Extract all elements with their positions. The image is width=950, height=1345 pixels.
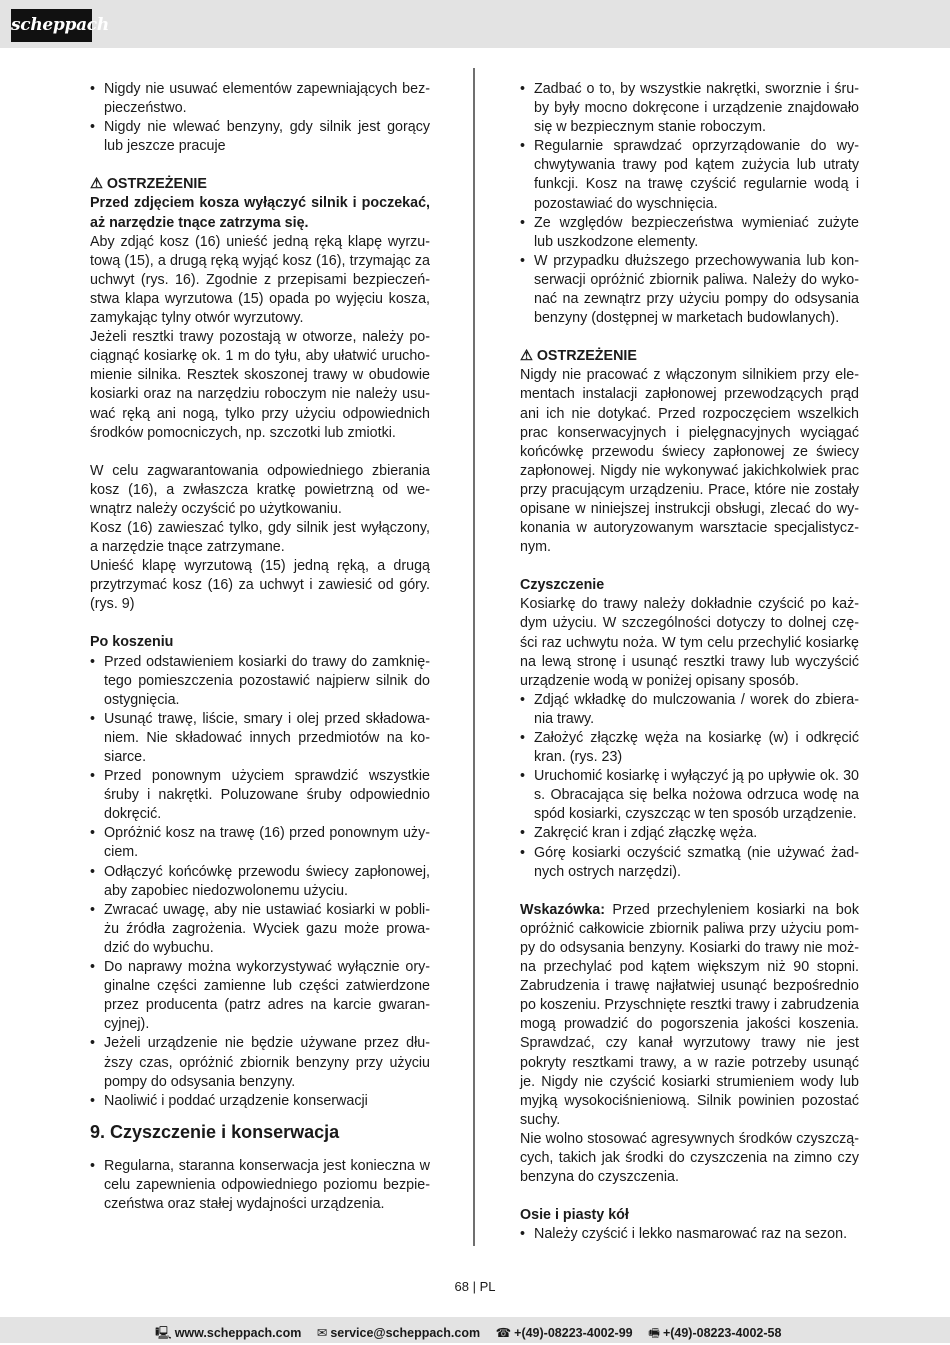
list-item: • Nigdy nie usuwać elementów zapewniających bezpieczeństwo. (90, 80, 430, 118)
list-item: • Górę kosiarki oczyścić szmatką (nie używać żadnych ostrych narzędzi). (520, 844, 859, 882)
list-item: • W przypadku dłuższego przechowywania lub konserwacji opróżnić zbiornik paliwa. Należy do wykonać na zewnątrz przy użyciu pompy do odsysania benzyny (dostępnej w marketach budowlanych). (520, 252, 859, 328)
list-item: • Założyć złączkę węża na kosiarkę (w) i odkręcić kran. (rys. 23) (520, 729, 859, 767)
footer-bar (0, 1317, 950, 1343)
paragraph: W celu zagwarantowania odpowiedniego zbierania kosz (16), a zwłaszcza kratkę powietrzną od wewnątrz należy oczyścić po użytkowaniu. (90, 462, 430, 517)
warning-heading: ⚠ OSTRZEŻENIE (520, 348, 637, 365)
list-item: • Opróżnić kosz na trawę (16) przed ponownym użyciem. (90, 824, 430, 862)
paragraph: Kosz (16) zawieszać tylko, gdy silnik jest wyłączony, a narzędzie tnące zatrzymane. (90, 519, 430, 556)
list-item: • Zakręcić kran i zdjąć złączkę węża. (520, 824, 859, 843)
list-item: • Zwracać uwagę, aby nie ustawiać kosiarki w pobliżu źródła zagrożenia. Wyciek gazu może prowadzić do wybuchu. (90, 901, 430, 958)
osie-list (520, 1225, 859, 1244)
list-item: • Przed ponownym użyciem sprawdzić wszystkie śruby i nakrętki. Poluzowane śruby odpowiednio dokręcić. (90, 767, 430, 824)
list-item: • Naoliwić i poddać urządzenie konserwacji (90, 1092, 430, 1111)
fax-icon: 🖷 (648, 1326, 660, 1340)
phone-icon: ☎ (495, 1326, 512, 1340)
list-item: • Regularna, staranna konserwacja jest konieczna w celu zapewnienia odpowiedniego poziomu bezpieczeństwa oraz stałej wydajności urządzenia. (90, 1157, 430, 1214)
footer-email-link[interactable]: ✉ service@scheppach.com (316, 1326, 481, 1340)
list-item: • Zadbać o to, by wszystkie nakrętki, sworznie i śruby były mocno dokręcone i urządzenie znajdowało się w bezpiecznym stanie roboczym. (520, 80, 859, 137)
paragraph: Kosiarkę do trawy należy dokładnie czyścić po każdym użyciu. W szczególności dotyczy to dolnej części raz uchwytu noża. W tym celu przechylić kosiarkę na lewą stronę i usunąć resztki trawy lub wyczyścić urządzenie wodą w poniżej opisany sposób. (520, 596, 859, 689)
paragraph: Unieść klapę wyrzutową (15) jedną ręką, a drugą przytrzymać kosz (16) za uchwyt i zawiesić od góry. (rys. 9) (90, 558, 430, 613)
paragraph: Nie wolno stosować agresywnych środków czyszczących, takich jak środki do czyszczenia na zimno czy benzyna do czyszczenia. (520, 1130, 859, 1186)
page-number: 68 | PL (454, 1279, 496, 1294)
list-item: • Regularnie sprawdzać oprzyrządowanie do wychwytywania trawy pod kątem zużycia lub utraty funkcji. Kosz na trawę czyścić regularnie wodą i pozostawiać do wyschnięcia. (520, 137, 859, 213)
list-item: • Nigdy nie wlewać benzyny, gdy silnik jest gorący lub jeszcze pracuje (90, 118, 430, 156)
scheppach-logo: scheppach (11, 9, 92, 42)
list-item: • Zdjąć wkładkę do mulczowania / worek do zbierania trawy. (520, 691, 859, 729)
section-heading-po-koszeniu: Po koszeniu (90, 634, 174, 651)
warning-triangle-icon: ⚠ (520, 348, 533, 365)
section-heading-czyszczenie: Czyszczenie (520, 577, 605, 594)
czyszczenie-list (520, 691, 859, 882)
warning-triangle-icon: ⚠ (90, 176, 103, 193)
list-item: • Przed odstawieniem kosiarki do trawy do zamkniętego pomieszczenia pozostawić najpierw silnik do ostygnięcia. (90, 653, 430, 710)
paragraph: Aby zdjąć kosz (16) unieść jedną ręką klapę wyrzutową (15), a drugą ręką wyjąć kosz (16), trzymając za uchwyt (rys. 16). Zgodnie z przepisami bezpieczeństwa klapa wyrzutowa (15) opada po wyjęciu kosza, zamykając tylny otwór wyrzutowy. (90, 233, 430, 327)
list-item: • Odłączyć końcówkę przewodu świecy zapłonowej, aby zapobiec niedozwolonemu użyciu. (90, 863, 430, 901)
paragraph: Nigdy nie pracować z włączonym silnikiem przy elementach instalacji zapłonowej przewodzących prąd ani ich nie dotykać. Przed rozpoczęciem wszelkich prac konserwacyjnych i pielęgnacyjnych wyciągać końcówkę przewodu świecy zapłonowej ze świecy zapłonowej. Nigdy nie wykonywać jakichkolwiek prac przy pracującym urządzeniu. Prace, które nie zostały opisane w niniejszej instrukcji obsługi, zlecać do wykonania w autoryzowanym warsztacie specjalistycznym. (520, 367, 859, 556)
list-item: • Ze względów bezpieczeństwa wymieniać zużyte lub uszkodzone elementy. (520, 214, 859, 252)
computer-icon: 🖳 (155, 1326, 172, 1340)
footer-fax: 🖷 +(49)-08223-4002-58 (648, 1326, 782, 1340)
safety-list (90, 80, 430, 156)
header-bar (0, 0, 950, 48)
footer-phone[interactable]: ☎ +(49)-08223-4002-99 (495, 1326, 633, 1340)
list-item: • Do naprawy można wykorzystywać wyłącznie oryginalne części zamienne lub części zatwierdzone przez producenta (patrz adres na karcie gwarancyjnej). (90, 958, 430, 1034)
paragraph: Jeżeli resztki trawy pozostają w otworze, należy pociągnąć kosiarkę ok. 1 m do tyłu, aby ułatwić uruchomienie silnika. Resztek skoszonej trawy w obudowie kosiarki oraz na narzędziu roboczym nie należy usuwać ręką ani nogą, tylko przy użyciu odpowiednich środków pomocniczych, np. szczotki lub zmiotki. (90, 329, 430, 441)
list-item: • Usunąć trawę, liście, smary i olej przed składowaniem. Nie składować innych przedmiotów na kosiarce. (90, 710, 430, 767)
list-item: • Należy czyścić i lekko nasmarować raz na sezon. (520, 1225, 859, 1244)
right-column (520, 80, 859, 1244)
hint-label: Wskazówka: (520, 901, 606, 918)
hint-paragraph: Wskazówka: Przed przechyleniem kosiarki na bok opróżnić całkowicie zbiornik paliwa przy użyciu pompy do odsysania benzyny. Kosiarki do trawy nie można przechylać pod kątem większym niż 90 stopni. Zabrudzenia i trawę najłatwiej usunąć bezpośrednio po koszeniu. Przyschnięte resztki trawy i zabrudzenia mogą prowadzić do pogorszenia jakości koszenia. Sprawdzać, czy kanał wyrzutowy trawy nie jest pokryty resztkami trawy, a w razie potrzeby usunąć je. Nigdy nie czyścić kosiarki strumieniem wody lub myjką wysokociśnieniową. Silnik powinien pozostać suchy. (520, 901, 859, 1128)
left-column (90, 80, 430, 1214)
email-icon: ✉ (316, 1326, 328, 1340)
column-divider (473, 68, 475, 1246)
section9-list (90, 1157, 430, 1214)
list-item: • Jeżeli urządzenie nie będzie używane przez dłuższy czas, opróżnić zbiornik benzyny przy użyciu pompy do odsysania benzyny. (90, 1034, 430, 1091)
po-koszeniu-list (90, 653, 430, 1111)
section-heading-osie: Osie i piasty kół (520, 1207, 629, 1224)
section-title-9: 9. Czyszczenie i konserwacja (90, 1121, 340, 1142)
footer-web-link[interactable]: 🖳 www.scheppach.com (155, 1326, 302, 1340)
warning-bold-text: Przed zdjęciem kosza wyłączyć silnik i poczekać, aż narzędzie tnące zatrzyma się. (90, 195, 430, 231)
list-item: • Uruchomić kosiarkę i wyłączyć ją po upływie ok. 30 s. Obracająca się belka nożowa odrzuca wodę na spód kosiarki, czyszcząc w ten sposób urządzenie. (520, 767, 859, 824)
maintenance-list (520, 80, 859, 328)
warning-heading: ⚠ OSTRZEŻENIE (90, 176, 207, 193)
